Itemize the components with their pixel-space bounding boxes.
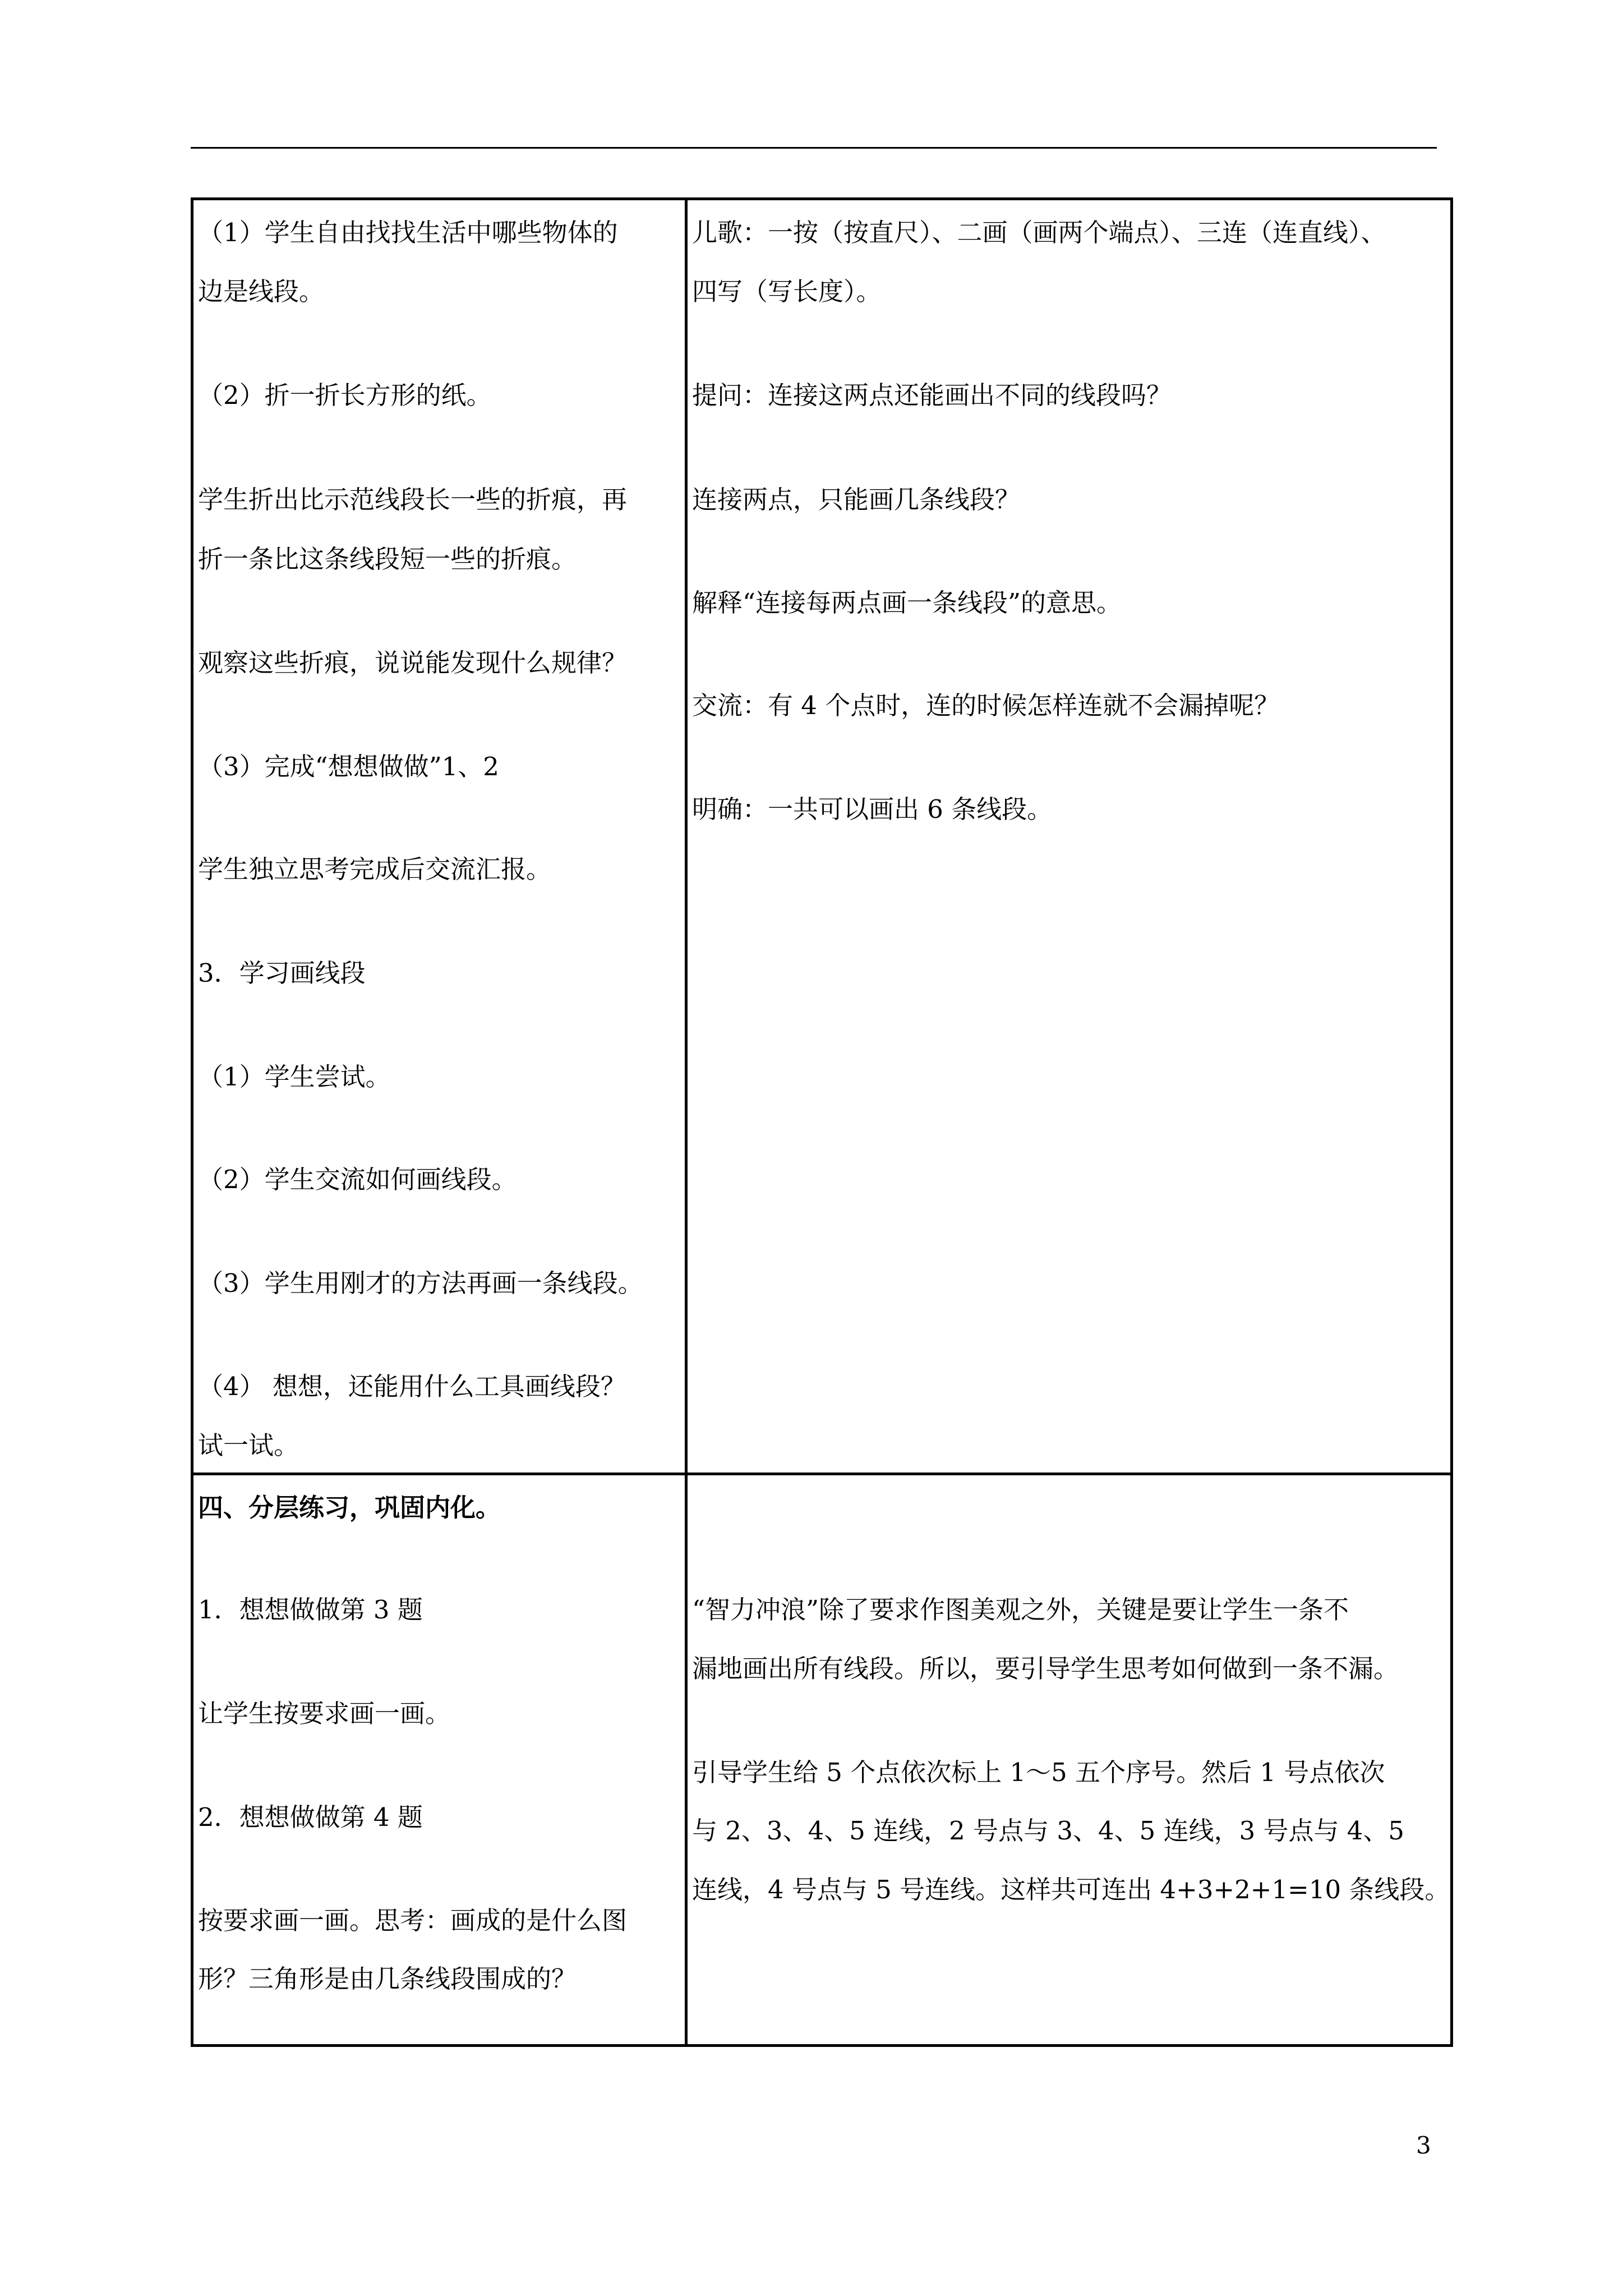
text-line: （3）完成“想想做做”1、2 xyxy=(198,752,499,781)
text-line: 观察这些折痕，说说能发现什么规律？ xyxy=(198,648,628,678)
text-line: 边是线段。 xyxy=(198,277,325,306)
text-line: 按要求画一画。思考：画成的是什么图 xyxy=(198,1906,628,1935)
text-line: 连接两点，只能画几条线段？ xyxy=(692,485,1021,514)
header-rule xyxy=(191,147,1437,149)
text-line: 四写（写长度）。 xyxy=(692,277,882,306)
text-line: 交流：有 4 个点时，连的时候怎样连就不会漏掉呢？ xyxy=(692,691,1280,720)
text-line: 连线，4 号点与 5 号连线。这样共可连出 4+3+2+1=10 条线段。 xyxy=(692,1875,1450,1904)
row2-right-cell xyxy=(686,1474,1452,2046)
text-line: 引导学生给 5 个点依次标上 1～5 五个序号。然后 1 号点依次 xyxy=(692,1757,1385,1787)
text-line: 与 2、3、4、5 连线，2 号点与 3、4、5 连线，3 号点与 4、5 xyxy=(692,1816,1405,1846)
text-line: 学生独立思考完成后交流汇报。 xyxy=(198,854,552,884)
text-line: （2）学生交流如何画线段。 xyxy=(198,1165,517,1194)
row1-right-cell xyxy=(686,199,1452,1474)
text-line: 漏地画出所有线段。所以，要引导学生思考如何做到一条不漏。 xyxy=(692,1654,1399,1683)
page-number: 3 xyxy=(1416,2132,1431,2159)
section-heading: 四、分层练习，巩固内化。 xyxy=(198,1493,501,1522)
text-line: 提问：连接这两点还能画出不同的线段吗？ xyxy=(692,380,1172,410)
row1-left-cell xyxy=(192,199,686,1474)
text-line: （2）折一折长方形的纸。 xyxy=(198,380,492,410)
text-line: （1）学生自由找找生活中哪些物体的 xyxy=(198,218,618,247)
text-line: （4） 想想，还能用什么工具画线段？ xyxy=(198,1372,626,1401)
table-row xyxy=(192,1474,1452,2046)
text-line: （1）学生尝试。 xyxy=(198,1062,391,1092)
text-line: （3）学生用刚才的方法再画一条线段。 xyxy=(198,1268,643,1298)
text-line: 明确：一共可以画出 6 条线段。 xyxy=(692,794,1053,824)
text-line: 折一条比这条线段短一些的折痕。 xyxy=(198,544,577,574)
text-line: “智力冲浪”除了要求作图美观之外，关键是要让学生一条不 xyxy=(692,1595,1349,1625)
text-line: 1．想想做做第 3 题 xyxy=(198,1595,423,1625)
text-line: 儿歌：一按（按直尺）、二画（画两个端点）、三连（连直线）、 xyxy=(692,218,1386,247)
text-line: 让学生按要求画一画。 xyxy=(198,1699,451,1728)
text-line: 解释“连接每两点画一条线段”的意思。 xyxy=(692,588,1122,618)
table-row xyxy=(192,199,1452,1474)
text-line: 学生折出比示范线段长一些的折痕，再 xyxy=(198,485,628,514)
text-line: 试一试。 xyxy=(198,1430,299,1460)
lesson-table xyxy=(191,197,1453,2047)
text-line: 3．学习画线段 xyxy=(198,958,366,988)
text-line: 形？三角形是由几条线段围成的？ xyxy=(198,1964,577,1994)
row2-left-cell xyxy=(192,1474,686,2046)
text-line: 2．想想做做第 4 题 xyxy=(198,1802,423,1832)
